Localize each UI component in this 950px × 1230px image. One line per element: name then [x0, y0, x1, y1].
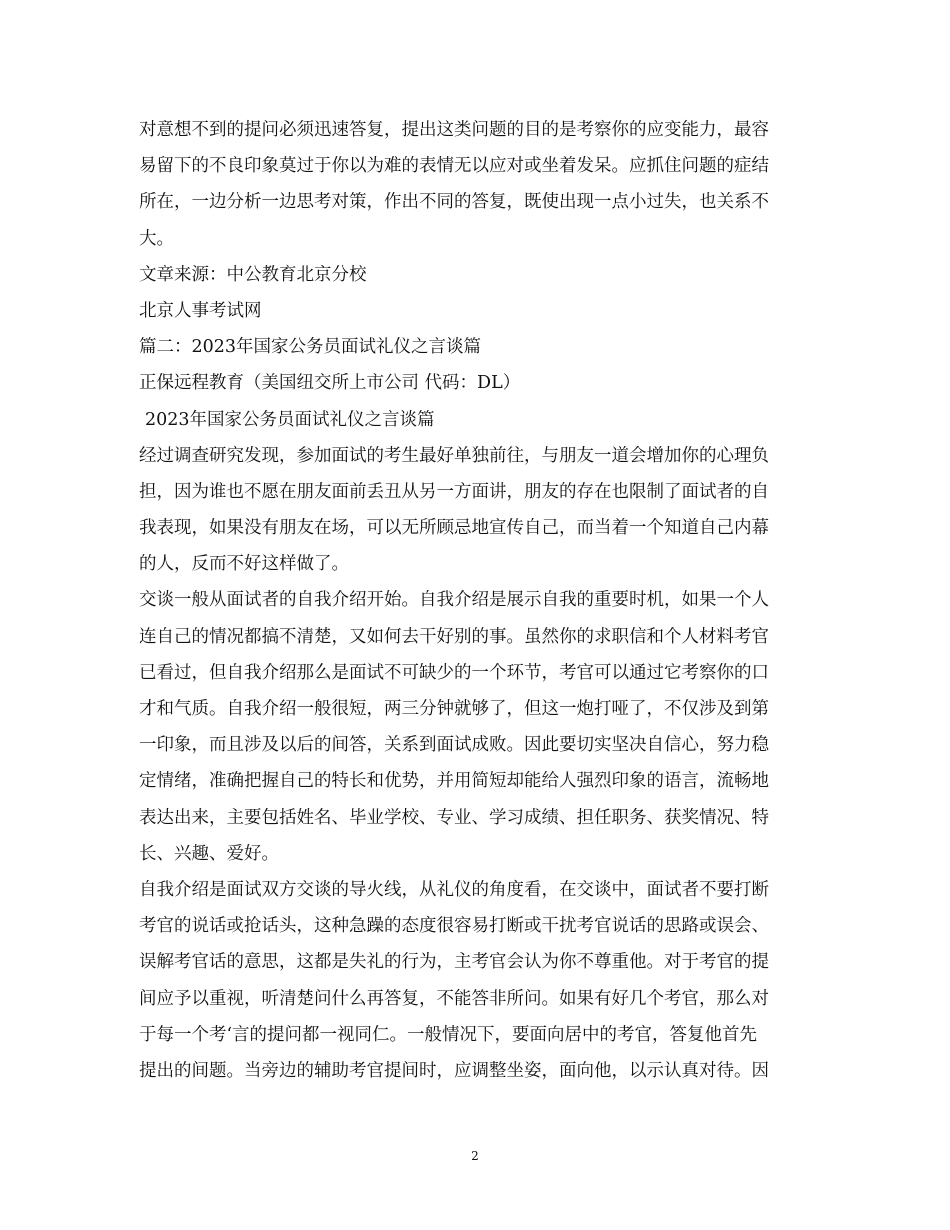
text-line: 于每一个考‘言的提问都一视同仁。一般情况下，要面向居中的考官，答复他首先: [139, 1024, 758, 1045]
text-line: 易留下的不良印象莫过于你以为难的表情无以应对或坐着发呆。应抓住问题的症结: [139, 156, 769, 177]
text-line: 连自己的情况都搞不清楚，又如何去干好别的事。虽然你的求职信和个人材料考官: [139, 626, 769, 647]
text-line: 已看过，但自我介绍那么是面试不可缺少的一个环节，考官可以通过它考察你的口: [139, 662, 769, 683]
section-heading: 篇二：2023年国家公务员面试礼仪之言谈篇: [139, 337, 482, 358]
text-line: 我表现，如果没有朋友在场，可以无所顾忌地宣传自己，而当着一个知道自己内幕: [139, 518, 769, 539]
text-line: 间应予以重视，听清楚问什么再答复，不能答非所问。如果有好几个考官，那么对: [139, 988, 769, 1009]
page-number: 2: [471, 1149, 479, 1163]
text-line: 经过调查研究发现，参加面试的考生最好单独前往，与朋友一道会增加你的心理负: [139, 445, 769, 466]
source-site: 北京人事考试网: [139, 300, 262, 321]
text-line: 一印象，而且涉及以后的间答，关系到面试成败。因此要切实坚决自信心，努力稳: [139, 735, 769, 756]
text-line: 定情绪，准确把握自己的特长和优势，并用简短却能给人强烈印象的语言，流畅地: [139, 771, 769, 792]
text-line: 误解考官话的意思，这都是失礼的行为，主考官会认为你不尊重他。对于考官的提: [139, 952, 769, 973]
text-line: 大。: [139, 228, 174, 249]
article-source: 文章来源：中公教育北京分校: [139, 264, 367, 285]
text-line: 提出的间题。当旁边的辅助考官提间时，应调整坐姿，面向他，以示认真对待。因: [139, 1060, 769, 1081]
body-text: [139, 120, 819, 1097]
text-line: 担，因为谁也不愿在朋友面前丢丑从另一方面讲，朋友的存在也限制了面试者的自: [139, 481, 769, 502]
article-title: 2023年国家公务员面试礼仪之言谈篇: [145, 409, 435, 430]
text-line: 的人，反而不好这样做了。: [139, 554, 349, 575]
text-line: 对意想不到的提问必须迅速答复，提出这类问题的目的是考察你的应变能力，最容: [139, 120, 769, 140]
text-line: 自我介绍是面试双方交谈的导火线，从礼仪的角度看，在交谈中，面试者不要打断: [139, 879, 769, 900]
text-line: 交谈一般从面试者的自我介绍开始。自我介绍是展示自我的重要时机，如果一个人: [139, 590, 769, 611]
text-line: 所在，一边分析一边思考对策，作出不同的答复，既使出现一点小过失，也关系不: [139, 192, 769, 213]
publisher-line: 正保远程教育（美国纽交所上市公司 代码：DL）: [139, 373, 521, 394]
text-line: 表达出来，主要包括姓名、毕业学校、专业、学习成绩、担任职务、获奖情况、特: [139, 807, 769, 828]
text-line: 长、兴趣、爱好。: [139, 843, 279, 864]
text-line: 才和气质。自我介绍一般很短，两三分钟就够了，但这一炮打哑了，不仅涉及到第: [139, 699, 769, 719]
text-line: 考官的说话或抢话头，这种急躁的态度很容易打断或干扰考官说话的思路或误会、: [139, 916, 769, 937]
